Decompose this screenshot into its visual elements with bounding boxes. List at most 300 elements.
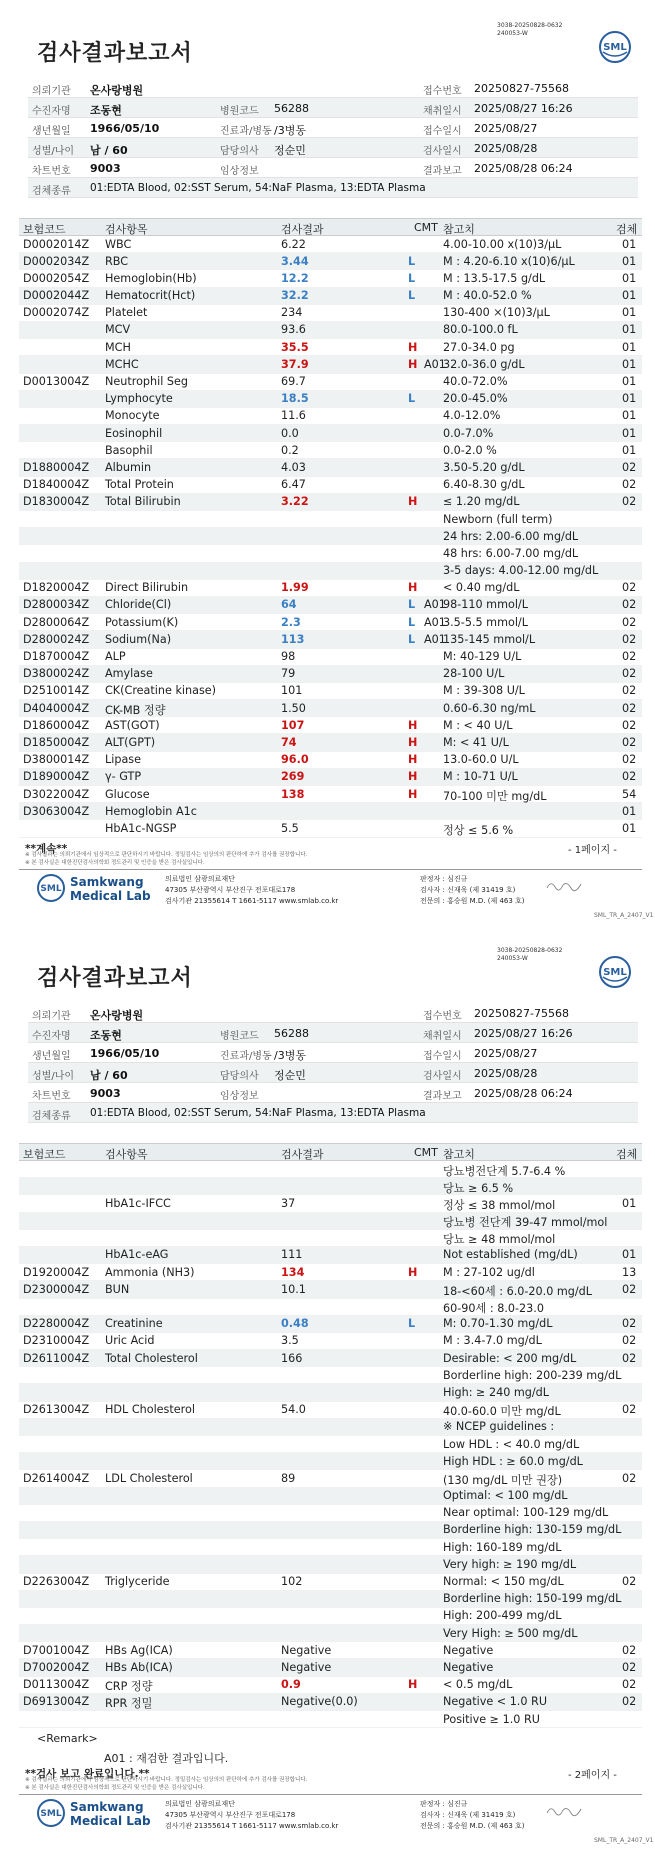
result-flag: H [408,718,418,732]
info-row [28,1063,638,1083]
result-flag: L [408,1317,416,1331]
col-specimen: 검체 [616,1148,638,1161]
org-name: 의료법인 삼광의료재단 [165,1800,235,1808]
reference-range: Borderline high: 200-239 mg/dL [443,1368,622,1382]
info-row [28,1103,638,1123]
org-info [165,1799,338,1832]
signer1-label: 판정자 : [420,1800,445,1808]
org-address: 47305 부산광역시 부산진구 전포대로178 [165,1811,296,1819]
sexage-value: 남 / 60 [90,144,128,157]
specimen-code: 02 [622,770,637,784]
table-row [19,1625,642,1642]
report-label: 결과보고 [423,166,462,177]
table-row [19,374,642,391]
info-row [28,138,638,158]
specimen-code: 02 [622,632,637,646]
sml-logo-icon [598,30,632,64]
page-number: - 1페이지 - [568,845,617,856]
specimen-code: 02 [622,1643,637,1657]
name-label: 수진자명 [32,1031,71,1042]
reception-no-value: 20250827-75568 [474,82,569,95]
table-row [19,270,642,287]
test-code: D0002014Z [23,237,90,251]
specimen-code: 02 [622,753,637,767]
form-id: SML_TR_A_2407_V1 [594,1837,654,1844]
reference-range: Newborn (full term) [443,512,553,526]
test-code: D1860004Z [23,718,90,732]
reference-range: M : 3.4-7.0 mg/dL [443,1334,542,1348]
test-name: Glucose [105,787,150,801]
test-name: Amylase [105,667,153,681]
table-row [19,1539,642,1556]
org-contact: 검사기관 21355614 T 1661-5117 www.smlab.co.kr [165,897,339,905]
reference-range: 20.0-45.0% [443,392,508,406]
result-comment: A01 [424,598,446,612]
report-title: 검사결과보고서 [37,966,193,991]
table-row [19,322,642,339]
birth-value: 1966/05/10 [90,122,160,135]
reference-range: 정상 ≤ 38 mmol/mol [443,1198,556,1212]
requester-value: 온사랑병원 [90,84,144,97]
test-result: 166 [281,1351,303,1365]
reception-no-label: 접수번호 [423,86,462,97]
collect-value: 2025/08/27 16:26 [474,1027,573,1040]
sexage-label: 성별/나이 [32,1071,75,1082]
continued-label: **계속** [25,843,68,855]
test-result: 98 [281,650,296,663]
test-result: 89 [281,1471,296,1485]
signer1: 심진규 [447,1800,468,1808]
table-row [19,1642,642,1659]
reference-range: Very High: ≥ 500 mg/dL [443,1626,578,1640]
test-result: 1.99 [281,581,309,595]
test-code: D2800064Z [23,615,90,629]
table-row [19,1299,642,1316]
collect-value: 2025/08/27 16:26 [474,102,573,115]
table-row [19,1522,642,1539]
sexage-value: 남 / 60 [90,1069,128,1082]
col-name: 검사항목 [105,223,148,236]
name-label: 수진자명 [32,106,71,117]
specimen-code: 02 [622,1471,637,1485]
tested-label: 검사일시 [423,1071,462,1082]
test-name: Uric Acid [105,1334,155,1348]
table-row [19,339,642,356]
table-row [19,1316,642,1333]
test-result: 69.7 [281,375,306,388]
lab-name [70,875,151,903]
info-row [28,98,638,118]
page-number: - 2페이지 - [568,1770,617,1781]
specimen-code: 01 [622,375,637,388]
test-code: D2263004Z [23,1575,90,1588]
reference-range: 60-90세 : 8.0-23.0 [443,1302,544,1315]
test-name: Chloride(Cl) [105,598,172,612]
result-flag: L [408,254,416,268]
table-row [19,752,642,769]
result-flag: H [408,495,418,509]
document-id [497,22,562,38]
specimen-code: 01 [622,254,637,268]
test-code: D2800024Z [23,632,90,646]
specimen-code: 02 [622,684,637,698]
result-flag: H [408,787,418,801]
test-name: Hemoglobin A1c [105,804,197,818]
result-flag: L [408,598,416,612]
reference-range: Borderline high: 150-199 mg/dL [443,1592,622,1606]
specimen-code: 02 [622,1695,637,1709]
specimen-label: 검체종류 [32,186,71,197]
specimen-code: 02 [622,581,637,595]
reference-range: Optimal: < 100 mg/dL [443,1489,568,1503]
test-result: 102 [281,1575,303,1588]
info-row [28,78,638,98]
specimen-code: 02 [622,598,637,612]
reference-range: < 0.5 mg/dL [443,1678,513,1692]
test-result: 0.9 [281,1678,301,1692]
test-name: RPR 정밀 [105,1697,153,1711]
table-row [19,631,642,648]
reference-range: 135-145 mmol/L [443,632,536,646]
table-row [19,253,642,270]
test-result: 0.0 [281,426,299,440]
test-code: D2611004Z [23,1351,90,1365]
reference-range: 40.0-60.0 미만 mg/dL [443,1405,561,1419]
result-flag: L [408,271,416,285]
test-result: 64 [281,598,297,612]
doctor-label: 담당의사 [220,146,259,157]
signer3-label: 전문의 : [420,1822,445,1830]
signers [420,874,525,907]
doctor-value: 정순민 [274,1069,306,1082]
table-row [19,288,642,305]
test-result: 5.5 [281,821,299,835]
specimen-code: 02 [622,478,637,492]
specimen-code: 02 [622,495,637,509]
test-name: Ammonia (NH3) [105,1265,195,1279]
specimen-code: 02 [622,1575,637,1588]
test-code: D2614004Z [23,1471,90,1485]
notes [25,851,307,867]
specimen-code: 02 [622,1334,637,1348]
test-code: D2613004Z [23,1403,90,1417]
reference-range: 0.0-7.0% [443,426,494,440]
specimen-value: 01:EDTA Blood, 02:SST Serum, 54:NaF Plasma, 13:EDTA Plasma [90,182,426,194]
specimen-code: 01 [622,804,637,818]
test-name: HBs Ab(ICA) [105,1660,173,1674]
table-row [19,236,642,253]
signer2-label: 검사자 : [420,886,445,894]
specimen-label: 검체종류 [32,1111,71,1122]
test-result: 234 [281,306,303,320]
reference-range: < 0.40 mg/dL [443,581,520,595]
test-code: D3800014Z [23,753,90,767]
reference-range: 당뇨 ≥ 6.5 % [443,1181,514,1195]
reference-range: M: 0.70-1.30 mg/dL [443,1317,553,1331]
note-line2: ※ 본 검사실은 대한진단검사의학회 정도관리 및 인증을 받은 검사실입니다. [25,1785,205,1791]
specimen-code: 01 [622,271,637,285]
name-value: 조동현 [90,104,122,117]
col-ref: 참고치 [443,1148,475,1161]
table-row [19,459,642,476]
table-row [19,1178,642,1195]
table-row [19,356,642,373]
test-name: ALP [105,650,126,663]
reference-range: Low HDL : < 40.0 mg/dL [443,1437,580,1451]
test-name: Monocyte [105,409,160,423]
table-row [19,700,642,717]
signer3: 홍승원 M.D. (제 463 호) [447,897,525,905]
test-result: 2.3 [281,615,301,629]
report-value: 2025/08/28 06:24 [474,162,573,175]
specimen-code: 01 [622,821,637,835]
notes [25,1776,307,1792]
reference-range: 18-<60세 : 6.0-20.0 mg/dL [443,1284,592,1298]
table-row [19,803,642,820]
reference-range: 48 hrs: 6.00-7.00 mg/dL [443,546,579,560]
report-label: 결과보고 [423,1091,462,1102]
specimen-code: 01 [622,237,637,251]
test-result: 32.2 [281,289,309,303]
test-name: Lymphocyte [105,392,173,406]
specimen-code: 02 [622,1351,637,1365]
test-result: 10.1 [281,1282,306,1296]
table-row [19,1470,642,1487]
specimen-code: 02 [622,735,637,749]
test-result: 18.5 [281,392,309,406]
reference-range: Negative [443,1643,494,1657]
hospital-code-label: 병원코드 [220,1031,259,1042]
test-code: D0113004Z [23,1678,90,1692]
test-result: 96.0 [281,753,309,767]
reference-range: M : 39-308 U/L [443,684,525,698]
test-code: D7001004Z [23,1643,90,1657]
table-row [19,494,642,511]
test-result: 101 [281,684,303,698]
result-flag: H [408,770,418,784]
chart-label: 차트번호 [32,1091,71,1102]
test-result: 107 [281,718,305,732]
test-name: HbA1c-eAG [105,1248,169,1262]
table-row [19,545,642,562]
result-comment: A01 [424,632,446,646]
signature-icon [545,878,585,892]
reference-range: Negative < 1.0 RU [443,1695,548,1709]
signer2-label: 검사자 : [420,1811,445,1819]
hospital-code-label: 병원코드 [220,106,259,117]
specimen-code: 02 [622,718,637,732]
specimen-code: 02 [622,1678,637,1692]
table-row [19,820,642,837]
test-name: Lipase [105,753,142,767]
report-value: 2025/08/28 06:24 [474,1087,573,1100]
specimen-code: 02 [622,701,637,715]
reference-range: Desirable: < 200 mg/dL [443,1351,577,1365]
test-code: D1820004Z [23,581,90,595]
test-code: D6913004Z [23,1695,90,1709]
requester-label: 의뢰기관 [32,86,71,97]
result-flag: H [408,357,418,371]
test-name: HbA1c-IFCC [105,1196,171,1210]
table-row [19,425,642,442]
test-code: D3063004Z [23,804,90,818]
form-id: SML_TR_A_2407_V1 [594,912,654,919]
tested-label: 검사일시 [423,146,462,157]
test-code: D7002004Z [23,1660,90,1674]
reference-range: 정상 ≤ 5.6 % [443,823,514,837]
reference-range: M : 27-102 ug/dl [443,1265,535,1279]
name-value: 조동현 [90,1029,122,1042]
result-flag: H [408,1678,418,1692]
col-code: 보험코드 [23,223,66,236]
table-row [19,597,642,614]
info-row [28,1083,638,1103]
reference-range: 4.0-12.0% [443,409,501,423]
specimen-code: 01 [622,392,637,406]
test-result: 0.48 [281,1317,309,1331]
reference-range: High: 200-499 mg/dL [443,1609,562,1623]
test-name: Sodium(Na) [105,632,172,646]
dept-label: 진료과/병동 [220,126,272,137]
specimen-code: 02 [622,667,637,681]
test-name: MCV [105,323,131,337]
test-name: Triglyceride [105,1575,170,1588]
reference-range: 98-110 mmol/L [443,598,528,612]
result-table-header [19,218,642,236]
test-name: ALT(GPT) [105,735,156,749]
table-row [19,786,642,803]
reference-range: 32.0-36.0 g/dL [443,357,525,371]
patient-info [28,1003,638,1123]
result-table-page2 [19,1161,642,1728]
table-row [19,1659,642,1676]
info-row [28,178,638,198]
result-flag: L [408,632,416,646]
test-result: 0.2 [281,443,299,457]
logo-text: SML [603,967,627,978]
col-specimen: 검체 [616,223,638,236]
reference-range: ≤ 1.20 mg/dL [443,495,520,509]
remark-title: <Remark> [37,1732,98,1745]
table-row [19,408,642,425]
reference-range: M: 40-129 U/L [443,650,522,663]
test-result: 3.44 [281,254,309,268]
test-result: 1.50 [281,701,306,715]
report-complete-label: **검사 보고 완료입니다.** [25,1768,150,1780]
table-row [19,1591,642,1608]
test-name: LDL Cholesterol [105,1471,193,1485]
org-contact: 검사기관 21355614 T 1661-5117 www.smlab.co.kr [165,1822,339,1830]
info-row [28,1003,638,1023]
reference-range: ※ NCEP guidelines : [443,1420,555,1434]
test-code: D2300004Z [23,1282,90,1296]
received-value: 2025/08/27 [474,1047,538,1060]
reference-range: 당뇨병 전단계 39-47 mmol/mol [443,1216,608,1230]
table-row [19,528,642,545]
test-name: MCH [105,340,131,354]
note-line2: ※ 본 검사실은 대한진단검사의학회 정도관리 및 인증을 받은 검사실입니다. [25,860,205,866]
result-comment: A01 [424,615,446,629]
test-code: D3800024Z [23,667,90,681]
signer2: 신재욱 (제 31419 호) [447,886,516,894]
specimen-code: 01 [622,1196,637,1210]
test-code: D0002034Z [23,254,90,268]
chart-value: 9003 [90,1087,121,1100]
result-flag: H [408,340,418,354]
test-name: Hematocrit(Hct) [105,289,196,303]
clinical-label: 임상정보 [220,1091,259,1102]
dept-value: /3병동 [274,1049,306,1062]
reference-range: Negative [443,1660,494,1674]
table-row [19,683,642,700]
birth-label: 생년월일 [32,1051,71,1062]
table-row [19,442,642,459]
test-result: 4.03 [281,460,306,474]
test-name: MCHC [105,357,139,371]
table-row [19,1574,642,1591]
table-row [19,1161,642,1178]
collect-label: 채취일시 [423,1031,462,1042]
test-result: 11.6 [281,409,306,423]
test-name: AST(GOT) [105,718,160,732]
specimen-code: 02 [622,1282,637,1296]
report-page-2 [0,925,655,1850]
note-line1: ※ 검사결과는 의뢰기관에서 임상적으로 판단하시기 바랍니다. 정밀검사는 임상의의 판단하에 추가 검사를 권장합니다. [25,852,308,858]
note-line1: ※ 검사결과는 의뢰기관에서 임상적으로 판단하시기 바랍니다. 정밀검사는 임상의의 판단하에 추가 검사를 권장합니다. [25,1777,308,1783]
col-result: 검사결과 [281,223,324,236]
test-result: 138 [281,787,305,801]
result-flag: L [408,392,416,406]
reference-range: 당뇨 ≥ 48 mmol/mol [443,1233,556,1247]
test-code: D0002074Z [23,306,90,320]
reference-range: 80.0-100.0 fL [443,323,518,337]
reference-range: 28-100 U/L [443,667,505,681]
dept-label: 진료과/병동 [220,1051,272,1062]
test-name: CRP 정량 [105,1680,153,1694]
hospital-code-value: 56288 [274,102,309,115]
test-result: 74 [281,735,297,749]
table-row [19,391,642,408]
test-name: Potassium(K) [105,615,179,629]
col-cmt: CMT [414,221,438,234]
svg-text:SML: SML [40,1809,62,1819]
patient-info [28,78,638,198]
test-result: 6.22 [281,237,306,251]
signer3: 홍승원 M.D. (제 463 호) [447,1822,525,1830]
test-name: Platelet [105,306,148,320]
test-name: Albumin [105,460,152,474]
table-row [19,1247,642,1264]
table-row [19,734,642,751]
table-row [19,1402,642,1419]
test-code: D4040004Z [23,701,90,715]
lab-name [70,1800,151,1828]
table-row [19,1264,642,1281]
table-row [19,1384,642,1401]
table-row [19,511,642,528]
reference-range: 6.40-8.30 g/dL [443,478,525,492]
test-name: Total Protein [105,478,174,492]
org-address: 47305 부산광역시 부산진구 전포대로178 [165,886,296,894]
specimen-code: 01 [622,409,637,423]
col-code: 보험코드 [23,1148,66,1161]
signer1-label: 판정자 : [420,875,445,883]
reference-range: High: ≥ 240 mg/dL [443,1385,549,1399]
requester-value: 온사랑병원 [90,1009,144,1022]
table-row [19,563,642,580]
footer-divider [19,1794,642,1795]
table-row [19,477,642,494]
